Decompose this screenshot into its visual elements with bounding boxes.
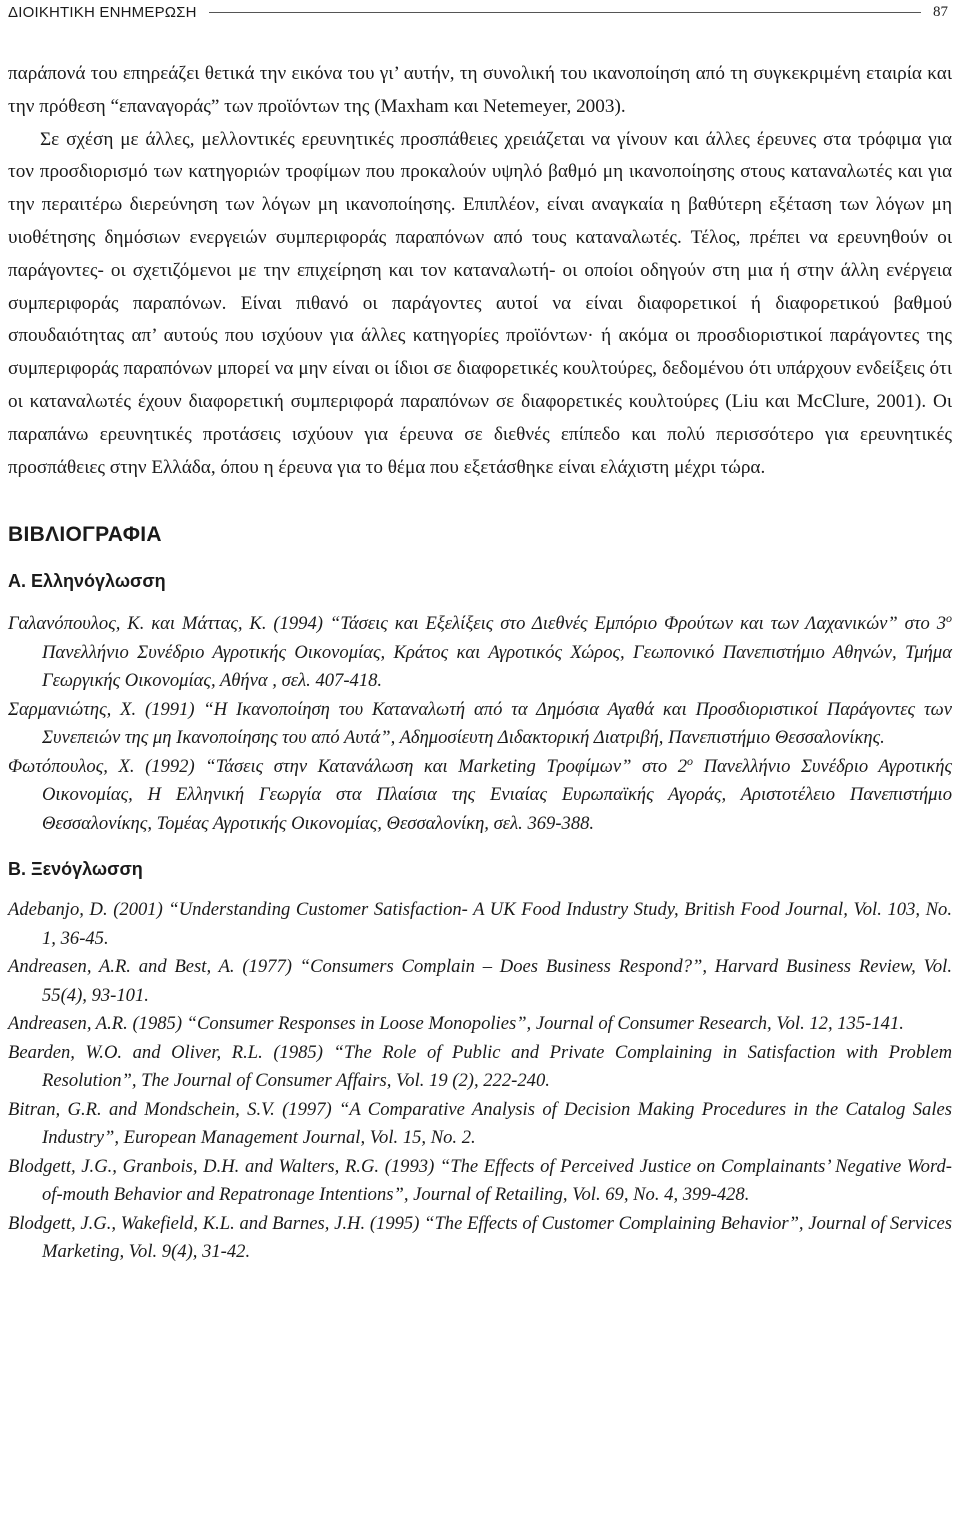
greek-references-heading: Α. Ελληνόγλωσση [8,571,166,592]
bibliography-heading: ΒΙΒΛΙΟΓΡΑΦΙΑ [8,523,162,547]
paragraph-continued: παράπονά του επηρεάζει θετικά την εικόνα του γι’ αυτήν, τη συνολική του ικανοποίηση από τη συγκεκριμένη εταιρία και την πρόθεση “επαναγοράς” των προϊόντων της (Maxham και Netemeyer, 2003). [8,63,952,117]
greek-reference-list [8,610,952,838]
foreign-references-heading: Β. Ξενόγλωσση [8,859,143,880]
reference-item: Bearden, W.O. and Oliver, R.L. (1985) “The Role of Public and Private Complaining in Satisfaction with Problem Resolution”, The Journal of Consumer Affairs, Vol. 19 (2), 222-240. [8,1041,952,1092]
journal-title: ΔΙΟΙΚΗΤΙΚΗ ΕΝΗΜΕΡΩΣΗ [8,3,197,21]
header-rule [209,12,921,13]
reference-item: Andreasen, A.R. (1985) “Consumer Responses in Loose Monopolies”, Journal of Consumer Research, Vol. 12, 135-141. [8,1013,904,1035]
reference-item: Blodgett, J.G., Granbois, D.H. and Walters, R.G. (1993) “The Effects of Perceived Justice on Complainants’ Negative Word-of-mouth Behavior and Repatronage Intentions”, Journal of Retailing, Vol. 69, No. 4, 399-428. [8,1155,952,1206]
running-header [8,0,948,24]
reference-item: Bitran, G.R. and Mondschein, S.V. (1997) “A Comparative Analysis of Decision Making Procedures in the Catalog Sales Industry”, European Management Journal, Vol. 15, No. 2. [8,1098,952,1149]
reference-item: Blodgett, J.G., Wakefield, K.L. and Barnes, J.H. (1995) “The Effects of Customer Complaining Behavior”, Journal of Services Marketing, Vol. 9(4), 31-42. [8,1212,952,1263]
foreign-reference-list [8,896,952,1267]
page-content [8,58,952,1267]
page-number: 87 [933,3,948,20]
reference-item: Adebanjo, D. (2001) “Understanding Customer Satisfaction- A UK Food Industry Study, British Food Journal, Vol. 103, No. 1, 36-45. [8,899,952,949]
reference-item: Φωτόπουλος, Χ. (1992) “Τάσεις στην Κατανάλωση και Marketing Τροφίμων” στο $2^o$ Πανελλήνιο Συνέδριο Αγροτικής Οικονομίας, Η Ελληνική Γεωργία στα Πλαίσια της Ενιαίας Ευρωπαϊκής Αγοράς, Αριστοτέλειο Πανεπιστήμιο Θεσσαλονίκης, Τομέας Αγροτικής Οικονομίας, Θεσσαλονίκη, σελ. 369-388. [8,753,952,834]
reference-item: Andreasen, A.R. and Best, A. (1977) “Consumers Complain – Does Business Respond?”, Harvard Business Review, Vol. 55(4), 93-101. [8,956,952,1006]
reference-item: Γαλανόπουλος, Κ. και Μάττας, Κ. (1994) “Τάσεις και Εξελίξεις στο Διεθνές Εμπόριο Φρούτων και των Λαχανικών” στο $3^o$ Πανελλήνιο Συνέδριο Αγροτικής Οικονομίας, Κράτος και Αγροτικός Χώρος, Γεωπονικό Πανεπιστήμιο Αθηνών, Τμήμα Γεωργικής Οικονομίας, Αθήνα , σελ. 407-418. [8,611,952,692]
reference-item: Σαρμανιώτης, Χ. (1991) “Η Ικανοποίηση του Καταναλωτή από τα Δημόσια Αγαθά και Προσδιοριστικοί Παράγοντες των Συνεπειών της μη Ικανοποίησης του από Αυτά”, Αδημοσίευτη Διδακτορική Διατριβή, Πανεπιστήμιο Θεσσαλονίκης. [8,698,952,749]
paragraph-future-research: Σε σχέση με άλλες, μελλοντικές ερευνητικές προσπάθειες χρειάζεται να γίνουν και άλλες έρευνες στα τρόφιμα για τον προσδιορισμό των κατηγοριών τροφίμων που προκαλούν υψηλό βαθμό μη ικανοποίησης στους καταναλωτές και για την περαιτέρω διερεύνηση των λόγων μη ικανοποίησης. Επιπλέον, είναι αναγκαία η βαθύτερη εξέταση των λόγων μη υιοθέτησης δημόσιων ενεργειών συμπεριφοράς παραπόνων από τους καταναλωτές. Τέλος, πρέπει να ερευνηθούν οι παράγοντες- οι σχετιζόμενοι με την επιχείρηση και τον καταναλωτή- οι οποίοι οδηγούν στη μια ή στην άλλη ενέργεια συμπεριφοράς παραπόνων. Είναι πιθανό οι παράγοντες αυτοί να είναι διαφορετικοί ή διαφορετικού βαθμού σπουδαιότητας απ’ αυτούς που ισχύουν για άλλες κατηγορίες προϊόντων· ή ακόμα οι προσδιοριστικοί παράγοντες της συμπεριφοράς παραπόνων μπορεί να μην είναι οι ίδιοι σε διαφορετικές κουλτούρες, δεδομένου ότι υπάρχουν ενδείξεις ότι οι καταναλωτές έχουν διαφορετική συμπεριφορά παραπόνων σε διαφορετικές κουλτούρες (Liu και McClure, 2001). Οι παραπάνω ερευνητικές προτάσεις ισχύουν για έρευνα σε διεθνές επίπεδο και πολύ περισσότερο για ερευνητικές προσπάθειες στην Ελλάδα, όπου η έρευνα για το θέμα που εξετάσθηκε είναι ελάχιστη μέχρι τώρα. [8,128,952,478]
